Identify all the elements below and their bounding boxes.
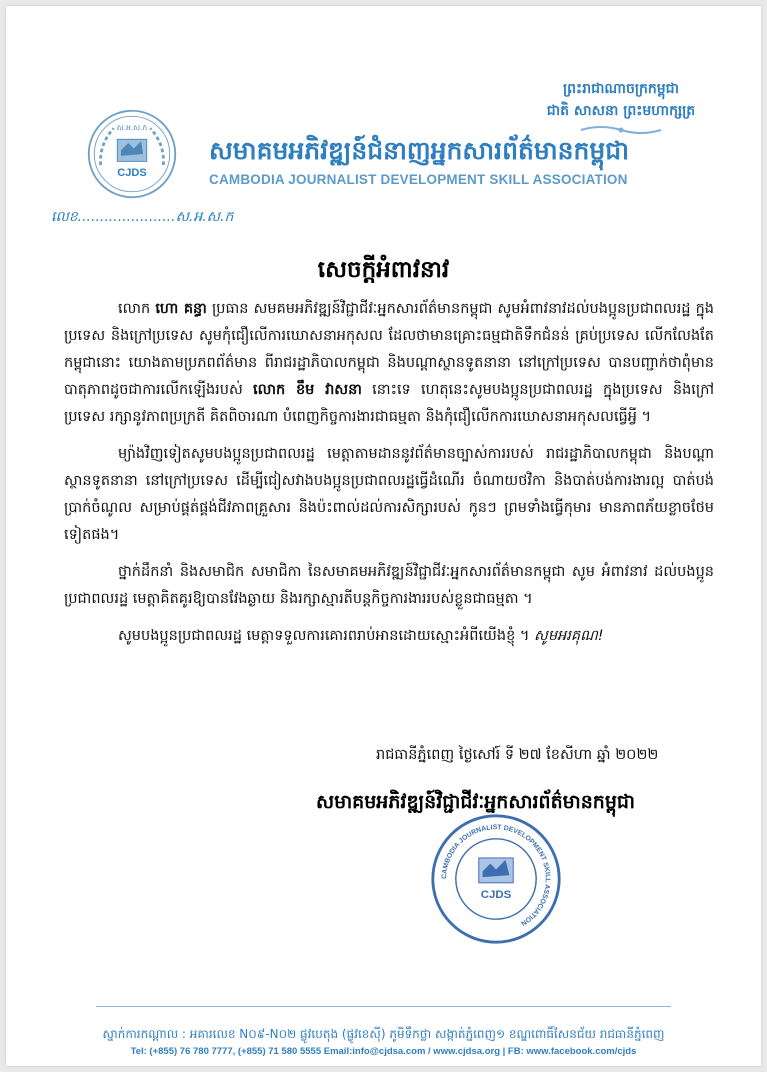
p1-closing: នោះទេ ហេតុនេះសូមបងប្អូនប្រជាពលរដ្ឋ ក្នុងប្រទេស និងក្រៅប្រទេស រក្សានូវភាពប្រក្រតី គិតពិចារណា បំពេញកិច្ចការងារជាធម្មតា និងកុំជឿលើកការឃោសនាអកុសលធ្វើអ្វី ។ <box>64 382 714 425</box>
p1-intro: លោក <box>118 301 156 317</box>
logo-top-text: ស.អ.ស.ក <box>116 123 148 133</box>
seal-abbrev: CJDS <box>480 889 512 902</box>
official-seal <box>429 812 563 946</box>
p1-referenced-name: លោក ខឹម វាសនា <box>253 382 362 398</box>
org-name-english: CAMBODIA JOURNALIST DEVELOPMENT SKILL ASSOCIATION <box>209 172 628 187</box>
footer-contacts: Tel: (+855) 76 780 7777, (+855) 71 580 5555 Email:info@cjdsa.com / www.cjdsa.org | FB: www.facebook.com/cjds <box>130 1046 637 1057</box>
p1-president-name: ហោ គន្ធា <box>155 301 207 317</box>
footer-address: ស្នាក់ការកណ្តាល : អគារលេខ N០៩-N០២ ផ្លូវបេតុង (ផ្លូវខេស៊ី) ភូមិទឹកថ្លា សង្កាត់ភ្នំពេញ១ ខណ្ឌពោធិ៍សែនជ័យ រាជធានីភ្នំពេញ <box>102 1027 665 1041</box>
paragraph-4 <box>64 623 714 650</box>
reference-number: លេខ......................ស.អ.ស.ក <box>51 209 234 225</box>
thanks-text: សូមអរគុណ! <box>534 628 604 644</box>
association-logo <box>86 108 178 200</box>
p1-text: ប្រធាន សមគមអភិវឌ្ឍន៍វិជ្ជាជីវៈអ្នកសារព័ត៌មានកម្ពុជា សូមអំពាវនាវដល់បងប្អូនប្រជាពលរដ្ឋ ក្នុងប្រទេស និងក្រៅប្រទេស សូមកុំជឿលើការឃោសនាអកុសល ដែលថាមានគ្រោះធម្មជាតិទឹកជំនន់ គ្រប់ប្រទេស លើកលែងតែកម្ពុជានោះ យោងតាមប្រភពព័ត៌មាន ពីរាជរដ្ឋាភិបាលកម្ពុជា និងបណ្តាស្ថានទូតនានា នៅក្រៅប្រទេស បានបញ្ជាក់ថាពុំមានបាតុភាពដូចជាការលើកឡើងរបស់ <box>64 301 714 398</box>
footer-divider <box>96 1006 671 1007</box>
p4-text: សូមបងប្អូនប្រជាពលរដ្ឋ មេត្តាទទួលការគោរពរាប់អានដោយស្មោះអំពីយើងខ្ញុំ ។ <box>118 628 535 644</box>
logo-abbrev: CJDS <box>117 167 147 180</box>
kingdom-motto <box>521 78 721 136</box>
paragraph-1 <box>64 296 714 431</box>
kingdom-line-1: ព្រះរាជាណាចក្រកម្ពុជា <box>562 81 679 97</box>
seal-ring-text: CAMBODIA JOURNALIST DEVELOPMENT SKILL ASSOCIATION <box>441 824 551 927</box>
kingdom-line-2: ជាតិ សាសនា ព្រះមហាក្សត្រ <box>546 103 696 119</box>
paragraph-3: ថ្នាក់ដឹកនាំ និងសមាជិក សមាជិកា នៃសមាគមអភិវឌ្ឍន៍វិជ្ជាជីវៈអ្នកសារព័ត៌មានកម្ពុជា សូម អំពាវនាវ ដល់បងប្អូនប្រជាពលរដ្ឋ មេត្តាគិតគូរឱ្យបានវែងឆ្ងាយ និងរក្សាស្មារតីបន្តកិច្ចការងាររបស់ខ្លួនជាធម្មតា ។ <box>64 564 714 607</box>
org-name-khmer: សមាគមអភិវឌ្ឍន៍ជំនាញអ្នកសារព័ត៌មានកម្ពុជា <box>209 136 630 165</box>
ornament-icon <box>576 124 666 136</box>
document-title: សេចក្តីអំពាវនាវ <box>317 257 450 283</box>
date-line: រាជធានីភ្នំពេញ ថ្ងៃសៅរ៍ ទី ២៧ ខែសីហា ឆ្នាំ ២០២២ <box>376 747 659 763</box>
paragraph-2: ម្យ៉ាងវិញទៀតសូមបងប្អូនប្រជាពលរដ្ឋ មេត្តាតាមដាននូវព័ត៌មានច្បាស់ការរបស់ រាជរដ្ឋាភិបាលកម្ពុជា និងបណ្តាស្ថានទូតនានា នៅក្រៅប្រទេស ដើម្បីជៀសវាងបងប្អូនប្រជាពលរដ្ឋធ្វើដំណើរ ចំណាយថវិកា និងបាត់បង់ការងារល្អ បាត់បង់ប្រាក់ចំណូល សម្រាប់ផ្គត់ផ្គង់ជីវភាពគ្រួសារ និងប៉ះពាល់ដល់ការសិក្សារបស់ កូនៗ ព្រមទាំងធ្វើកុមារ មានភាពភ័យខ្លាចថែមទៀតផង។ <box>64 446 714 543</box>
letter-page <box>6 6 761 1066</box>
letter-body <box>64 296 714 660</box>
signature-org: សមាគមអភិវឌ្ឍន៍វិជ្ជាជីវៈអ្នកសារព័ត៌មានកម្ពុជា <box>316 791 636 813</box>
